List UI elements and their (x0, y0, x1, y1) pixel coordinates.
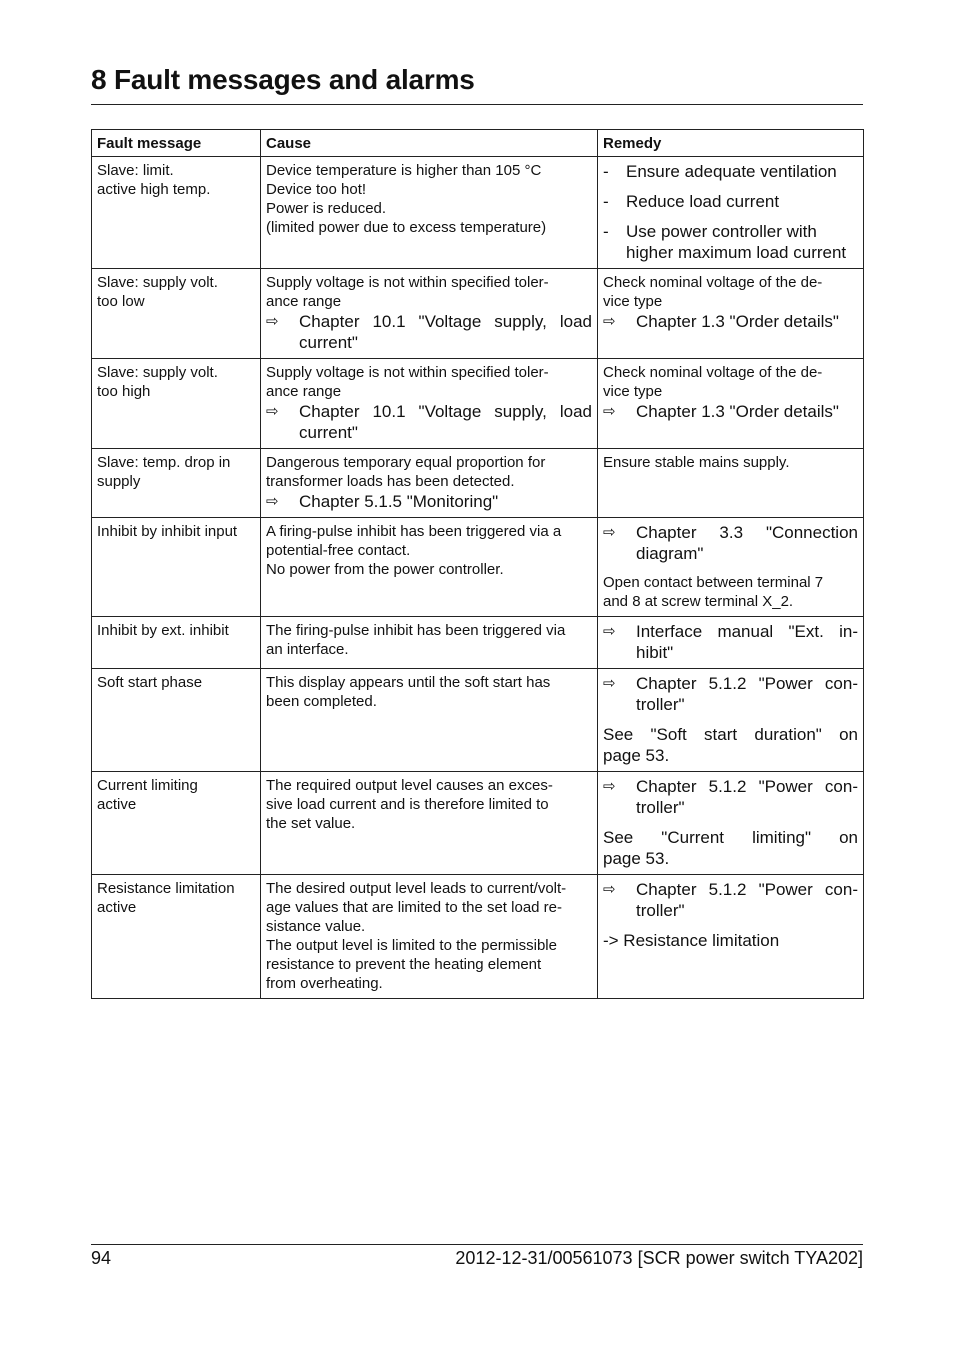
chapter-reference (603, 776, 858, 818)
remedy-text: Check nominal voltage of the de- (603, 274, 823, 291)
chapter-reference-link[interactable]: Interface manual "Ext. in- hibit" (636, 622, 858, 662)
cause-text: A firing-pulse inhibit has been triggered via a (266, 523, 562, 540)
cause-text: sive load current and is therefore limited to (266, 796, 549, 813)
remedy-see-text: page 53. (603, 849, 670, 868)
fault-text: Current limiting (97, 777, 198, 794)
remedy-cell (598, 772, 864, 875)
fault-cell (92, 772, 261, 875)
table-row (92, 157, 864, 269)
fault-cell (92, 269, 261, 359)
title-divider (91, 104, 863, 105)
document-info: 2012-12-31/00561073 [SCR power switch TYA202] (455, 1248, 863, 1268)
chapter-reference (603, 522, 858, 564)
chapter-reference (266, 491, 592, 512)
fault-cell (92, 669, 261, 772)
fault-messages-table (91, 129, 864, 999)
cause-cell (261, 518, 598, 617)
fault-cell (92, 359, 261, 449)
cause-cell (261, 875, 598, 999)
fault-text: Soft start phase (97, 674, 203, 691)
remedy-note (603, 573, 858, 611)
remedy-cell (598, 669, 864, 772)
fault-cell (92, 449, 261, 518)
arrow-right-icon: ⇨ (266, 313, 279, 330)
cause-text: resistance to prevent the heating element (266, 956, 542, 973)
column-header-remedy: Remedy (598, 130, 864, 157)
chapter-reference-link[interactable]: Chapter 10.1 "Voltage supply, load current" (299, 312, 592, 352)
remedy-cell (598, 359, 864, 449)
arrow-right-icon: ⇨ (603, 524, 616, 541)
arrow-right-icon: ⇨ (603, 403, 616, 420)
chapter-reference (603, 879, 858, 921)
fault-text: supply (97, 473, 141, 490)
fault-text: active high temp. (97, 181, 211, 198)
remedy-cell (598, 518, 864, 617)
fault-text: Slave: supply volt. (97, 364, 218, 381)
arrow-right-icon: ⇨ (266, 403, 279, 420)
remedy-bullet (603, 191, 858, 212)
remedy-note (603, 827, 858, 869)
dash-marker: - (603, 192, 609, 211)
cause-text: The output level is limited to the permissible (266, 937, 557, 954)
remedy-cell (598, 449, 864, 518)
cause-text: potential-free contact. (266, 542, 411, 559)
cause-text: been completed. (266, 693, 377, 710)
table-row (92, 617, 864, 669)
remedy-cell (598, 269, 864, 359)
cause-text: an interface. (266, 641, 349, 658)
arrow-right-icon: ⇨ (603, 623, 616, 640)
chapter-reference-link[interactable]: Chapter 3.3 "Connection diagram" (636, 523, 858, 563)
cause-cell (261, 772, 598, 875)
fault-cell (92, 157, 261, 269)
fault-text: too low (97, 293, 145, 310)
remedy-bullet-text: Use power controller with higher maximum load current (626, 222, 847, 262)
footer-divider (91, 1244, 863, 1245)
fault-text: Slave: temp. drop in (97, 454, 231, 471)
remedy-see-text: page 53. (603, 746, 670, 765)
remedy-cell (598, 617, 864, 669)
cause-text: Supply voltage is not within specified toler- (266, 274, 549, 291)
cause-text: No power from the power controller. (266, 561, 504, 578)
remedy-text: Check nominal voltage of the de- (603, 364, 823, 381)
cause-text: transformer loads has been detected. (266, 473, 515, 490)
chapter-reference-link[interactable]: Chapter 5.1.2 "Power con- troller" (636, 674, 858, 714)
cause-text: Dangerous temporary equal proportion for (266, 454, 546, 471)
cause-cell (261, 359, 598, 449)
chapter-reference-link[interactable]: Chapter 5.1.5 "Monitoring" (299, 492, 499, 511)
chapter-reference (266, 311, 592, 353)
remedy-bullet (603, 161, 858, 182)
cause-text: ance range (266, 383, 342, 400)
arrow-right-icon: ⇨ (603, 881, 616, 898)
remedy-bullet-text: Reduce load current (626, 192, 780, 211)
table-row (92, 359, 864, 449)
cause-text: Device temperature is higher than 105 °C (266, 162, 542, 179)
table-header-row (92, 130, 864, 157)
cause-text: the set value. (266, 815, 356, 832)
cause-text: The required output level causes an exces- (266, 777, 553, 794)
cause-text: (limited power due to excess temperature) (266, 219, 547, 236)
dash-marker: - (603, 162, 609, 181)
table-row (92, 449, 864, 518)
fault-text: Inhibit by ext. inhibit (97, 622, 229, 639)
remedy-text: vice type (603, 383, 663, 400)
cause-cell (261, 669, 598, 772)
chapter-reference (266, 401, 592, 443)
cause-text: ance range (266, 293, 342, 310)
fault-text: Inhibit by inhibit input (97, 523, 238, 540)
chapter-reference-link[interactable]: Chapter 1.3 "Order details" (636, 402, 839, 421)
arrow-right-icon: ⇨ (266, 493, 279, 510)
cause-cell (261, 269, 598, 359)
table-row (92, 518, 864, 617)
remedy-see-text: See "Current limiting" on (603, 828, 858, 847)
cause-cell (261, 617, 598, 669)
chapter-reference-link[interactable]: Chapter 10.1 "Voltage supply, load current" (299, 402, 592, 442)
remedy-cell (598, 157, 864, 269)
chapter-reference-link[interactable]: Chapter 1.3 "Order details" (636, 312, 839, 331)
fault-text: active (97, 796, 137, 813)
fault-cell (92, 875, 261, 999)
remedy-text: vice type (603, 293, 663, 310)
cause-text: Power is reduced. (266, 200, 387, 217)
fault-text: Slave: limit. (97, 162, 174, 179)
remedy-text: and 8 at screw terminal X_2. (603, 593, 794, 610)
chapter-reference-link[interactable]: Chapter 5.1.2 "Power con- troller" (636, 880, 858, 920)
fault-text: too high (97, 383, 151, 400)
cause-text: Supply voltage is not within specified toler- (266, 364, 549, 381)
page-number: 94 (91, 1248, 112, 1268)
remedy-text: Ensure stable mains supply. (603, 454, 790, 471)
cause-text: The desired output level leads to current/volt- (266, 880, 567, 897)
cause-text: Device too hot! (266, 181, 367, 198)
fault-cell (92, 617, 261, 669)
column-header-cause: Cause (261, 130, 598, 157)
column-header-fault-message: Fault message (92, 130, 261, 157)
chapter-reference (603, 401, 858, 422)
cause-text: age values that are limited to the set load re- (266, 899, 563, 916)
fault-text: Resistance limitation (97, 880, 235, 897)
cause-text: from overheating. (266, 975, 383, 992)
dash-marker: - (603, 222, 609, 241)
remedy-see-text: -> Resistance limitation (603, 931, 780, 950)
remedy-text: Open contact between terminal 7 (603, 574, 824, 591)
cause-text: The firing-pulse inhibit has been triggered via (266, 622, 566, 639)
fault-text: active (97, 899, 137, 916)
cause-cell (261, 157, 598, 269)
fault-cell (92, 518, 261, 617)
chapter-reference (603, 621, 858, 663)
cause-text: sistance value. (266, 918, 366, 935)
arrow-right-icon: ⇨ (603, 778, 616, 795)
cause-cell (261, 449, 598, 518)
chapter-reference-link[interactable]: Chapter 5.1.2 "Power con- troller" (636, 777, 858, 817)
chapter-reference (603, 673, 858, 715)
remedy-see-text: See "Soft start duration" on (603, 725, 858, 744)
table-row (92, 269, 864, 359)
arrow-right-icon: ⇨ (603, 675, 616, 692)
chapter-reference (603, 311, 858, 332)
remedy-cell (598, 875, 864, 999)
cause-text: This display appears until the soft start has (266, 674, 551, 691)
remedy-bullet (603, 221, 858, 263)
remedy-bullet-text: Ensure adequate ventilation (626, 162, 837, 181)
fault-text: Slave: supply volt. (97, 274, 218, 291)
arrow-right-icon: ⇨ (603, 313, 616, 330)
table-row (92, 772, 864, 875)
table-row (92, 875, 864, 999)
page-title: 8 Fault messages and alarms (91, 64, 475, 95)
table-row (92, 669, 864, 772)
remedy-note (603, 930, 858, 951)
remedy-note (603, 724, 858, 766)
